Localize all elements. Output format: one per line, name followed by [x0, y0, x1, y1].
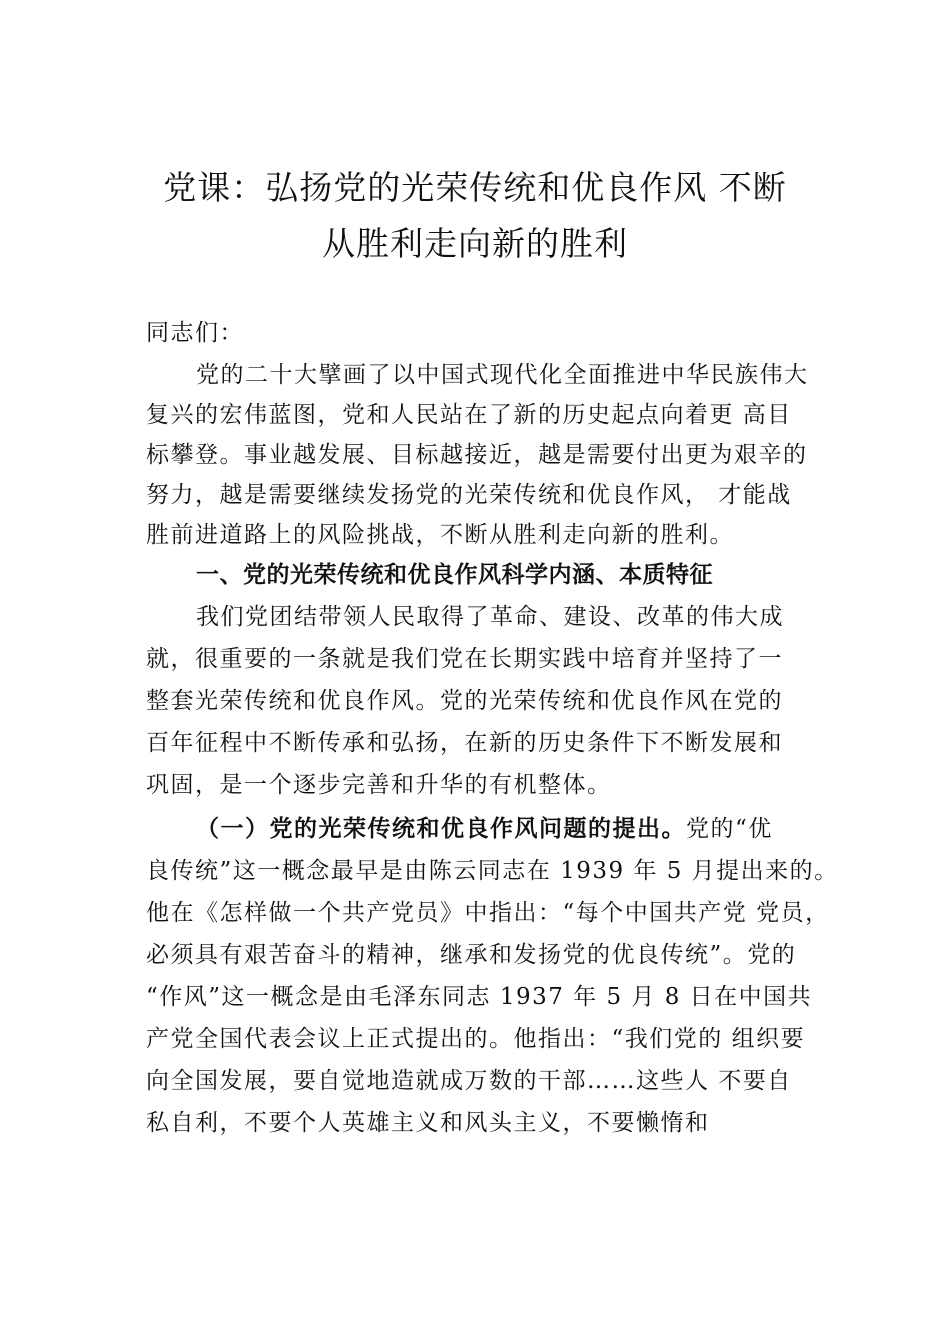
section-para-line: 整套光荣传统和优良作风。党的光荣传统和优良作风在党的	[146, 688, 783, 714]
document-title-line-2: 从胜利走向新的胜利	[322, 224, 628, 263]
section-para-line: 百年征程中不断传承和弘扬，在新的历史条件下不断发展和	[146, 730, 783, 756]
subsection-line: 向全国发展，要自觉地造就成万数的干部……这些人 不要自	[146, 1068, 792, 1094]
subsection-line: 良传统”这一概念最早是由陈云同志在 1939 年 5 月提出来的。	[146, 858, 839, 884]
section-para-line: 就，很重要的一条就是我们党在长期实践中培育并坚持了一	[146, 646, 783, 672]
intro-line: 胜前进道路上的风险挑战，不断从胜利走向新的胜利。	[146, 522, 734, 548]
subsection-line: 他在《怎样做一个共产党员》中指出：“每个中国共产党 党员，	[146, 900, 830, 926]
subsection-line: 私自利，不要个人英雄主义和风头主义，不要懒惰和	[146, 1110, 710, 1136]
subsection-line: 产党全国代表会议上正式提出的。他指出：“我们党的 组织要	[146, 1026, 806, 1052]
intro-line: 标攀登。事业越发展、目标越接近，越是需要付出更为艰辛的	[146, 442, 808, 468]
document-title-line-1: 党课：弘扬党的光荣传统和优良作风 不断	[163, 168, 787, 207]
section-para-line: 我们党团结带领人民取得了革命、建设、改革的伟大成	[196, 604, 784, 630]
intro-line: 党的二十大擘画了以中国式现代化全面推进中华民族伟大	[196, 362, 809, 388]
section-heading: 一、党的光荣传统和优良作风科学内涵、本质特征	[196, 562, 713, 588]
subsection-line: “作风”这一概念是由毛泽东同志 1937 年 5 月 8 日在中国共	[146, 984, 813, 1010]
intro-line: 努力，越是需要继续发扬党的光荣传统和优良作风， 才能战	[146, 482, 792, 508]
subsection-line: 必须具有艰苦奋斗的精神，继承和发扬党的优良传统”。党的	[146, 942, 797, 968]
salutation: 同志们：	[146, 320, 244, 346]
section-para-line: 巩固，是一个逐步完善和升华的有机整体。	[146, 772, 612, 798]
intro-line: 复兴的宏伟蓝图，党和人民站在了新的历史起点向着更 高目	[146, 402, 792, 428]
subsection-lead-rest: 党的“优	[686, 816, 773, 842]
subsection-lead: （一）党的光荣传统和优良作风问题的提出。	[196, 815, 686, 842]
subsection-first-line	[196, 814, 773, 844]
